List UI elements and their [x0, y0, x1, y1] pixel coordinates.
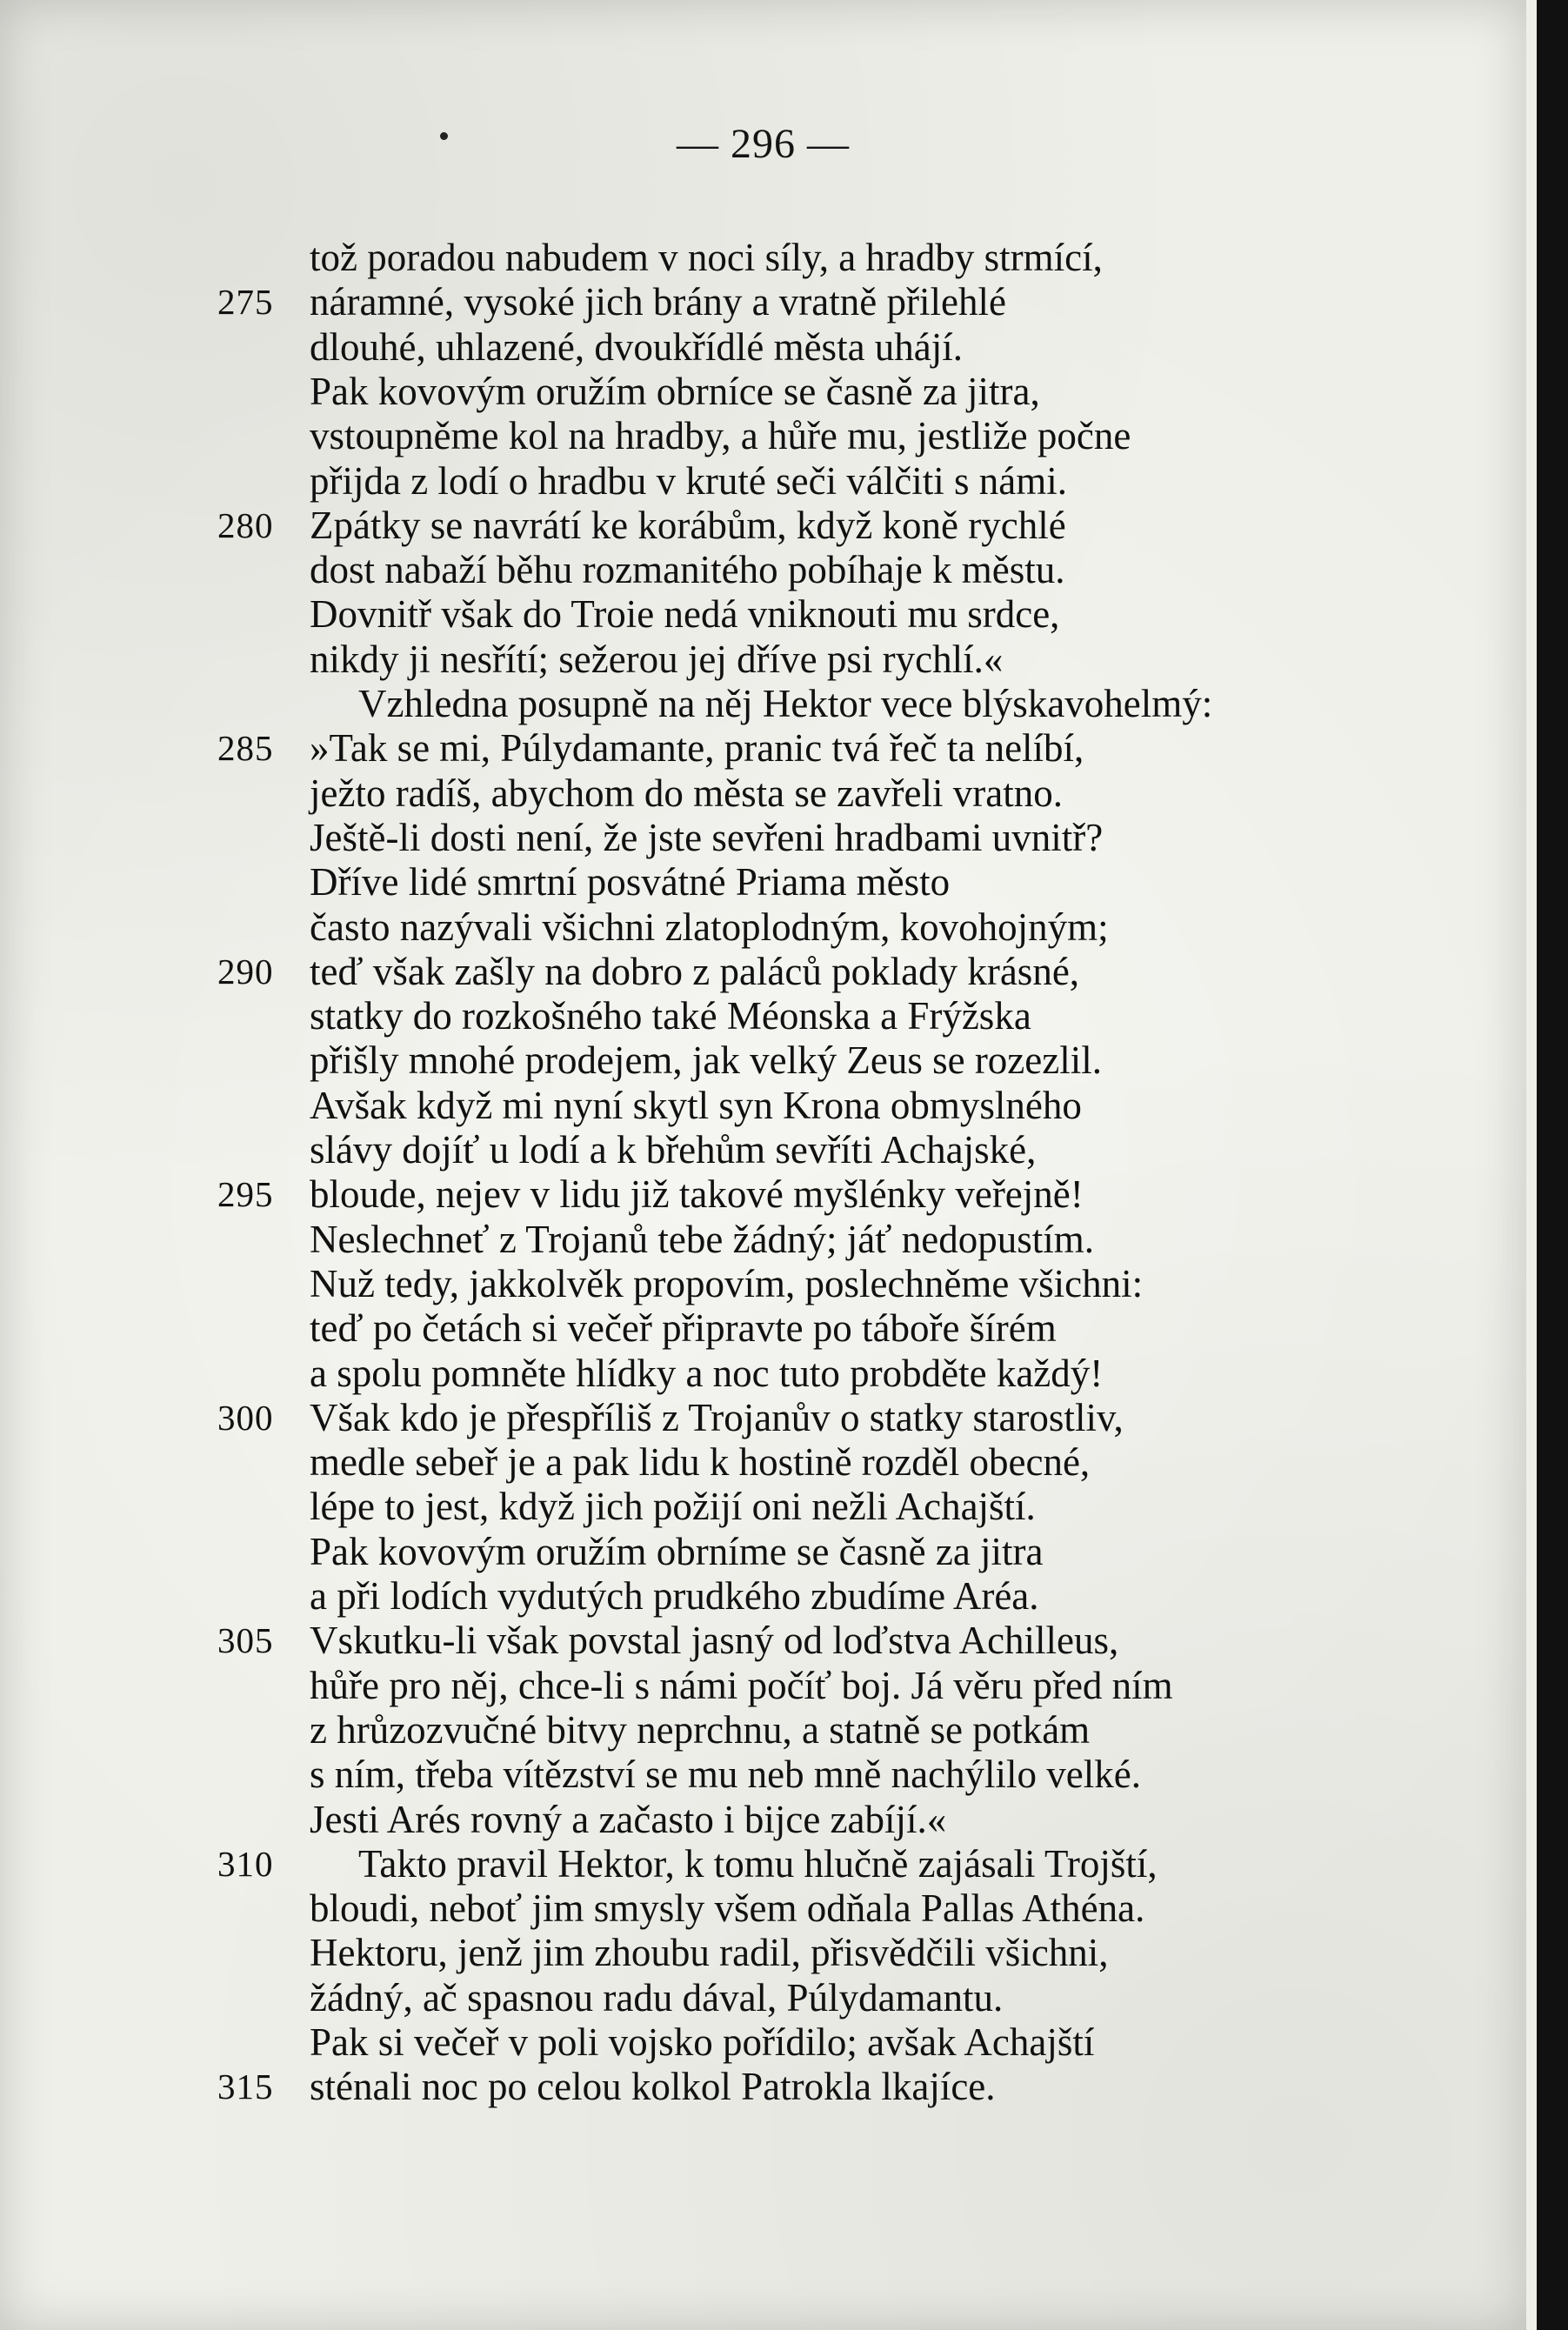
line-number: 310	[217, 1843, 274, 1884]
verse-text: teď však zašly na dobro z paláců poklady krásné,	[310, 949, 1080, 993]
line-number: 285	[217, 728, 274, 769]
verse-line	[0, 1707, 1526, 1753]
scan-border	[1537, 0, 1568, 2330]
verse-text: Jesti Arés rovný a začasto i bijce zabíjí.«	[310, 1797, 947, 1841]
verse-text: Vskutku-li však povstal jasný od loďstva Achilleus,	[310, 1619, 1119, 1663]
verse-line	[0, 859, 1526, 905]
page-edge	[1526, 0, 1537, 2330]
verse-text: Pak kovovým oružím obrníce se časně za jitra,	[310, 369, 1040, 413]
verse-text: statky do rozkošného také Méonska a Frýžska	[310, 994, 1031, 1038]
verse-line	[0, 1886, 1526, 1931]
verse-text: Takto pravil Hektor, k tomu hlučně zajásali Trojští,	[358, 1841, 1158, 1886]
verse-line	[0, 681, 1526, 726]
verse-line	[0, 2020, 1526, 2065]
verse-text: bloude, nejev v lidu již takové myšlénky veřejně!	[310, 1172, 1084, 1217]
verse-line	[0, 1083, 1526, 1128]
verse-text: Dříve lidé smrtní posvátné Priama město	[310, 860, 951, 905]
verse-text: slávy dojíť u lodí a k břehům sevříti Achajské,	[310, 1128, 1037, 1172]
verse-text: medle sebeř je a pak lidu k hostině rozděl obecné,	[310, 1440, 1091, 1485]
verse-text: dlouhé, uhlazené, dvoukřídlé města uhájí.	[310, 324, 964, 369]
verse-line	[0, 1797, 1526, 1842]
page-number: — 296 —	[677, 121, 850, 167]
verse-line	[0, 1439, 1526, 1485]
verse-text: tož poradou nabudem v noci síly, a hradby strmící,	[310, 236, 1103, 279]
verse-line	[0, 503, 1526, 548]
verse-line	[0, 2064, 1526, 2109]
verse-line	[0, 1127, 1526, 1172]
verse-text: Pak kovovým oružím obrníme se časně za jitra	[310, 1529, 1044, 1573]
verse-text: Zpátky se navrátí ke korábům, když koně rychlé	[310, 503, 1066, 547]
line-number: 280	[217, 504, 274, 545]
verse-text: Ještě-li dosti není, že jste sevřeni hradbami uvnitř?	[310, 815, 1104, 859]
verse-text: nikdy ji nesřítí; sežerou jej dříve psi rychlí.«	[310, 637, 1004, 681]
verse-text: Nuž tedy, jakkolvěk propovím, poslechněme všichni:	[310, 1261, 1144, 1305]
verse-line	[0, 235, 1526, 280]
verse-text: přišly mnohé prodejem, jak velký Zeus se rozezlil.	[310, 1038, 1102, 1083]
verse-text: teď po četách si večeř připravte po táboře šírém	[310, 1306, 1057, 1351]
verse-text: z hrůzozvučné bitvy neprchnu, a statně se potkám	[310, 1707, 1091, 1752]
verse-text: žádný, ač spasnou radu dával, Púlydamantu.	[310, 1975, 1004, 2020]
line-number: 295	[217, 1174, 274, 1215]
verse-text: Vzhledna posupně na něj Hektor vece blýskavohelmý:	[358, 682, 1213, 725]
verse-text: a spolu pomněte hlídky a noc tuto probděte každý!	[310, 1351, 1104, 1395]
verse-text: s ním, třeba vítězství se mu neb mně nachýlilo velké.	[310, 1753, 1142, 1797]
line-number: 315	[217, 2066, 274, 2107]
verse-text: vstoupněme kol na hradby, a hůře mu, jestliže počne	[310, 414, 1131, 458]
verse-text: přijda z lodí o hradbu v kruté seči válčiti s námi.	[310, 458, 1068, 503]
verse-text: Avšak když mi nyní skytl syn Krona obmyslného	[310, 1083, 1082, 1127]
verse-line	[0, 1841, 1526, 1886]
verse-line	[0, 1484, 1526, 1529]
verse-text: Pak si večeř v poli vojsko pořídilo; avšak Achajští	[310, 2020, 1095, 2064]
verse-line	[0, 725, 1526, 771]
verse-line	[0, 1217, 1526, 1262]
verse-text: často nazývali všichni zlatoplodným, kovohojným;	[310, 905, 1109, 949]
verse-text: náramné, vysoké jich brány a vratně přilehlé	[310, 280, 1006, 324]
verse-line	[0, 905, 1526, 950]
verse-line	[0, 815, 1526, 860]
line-number: 305	[217, 1620, 274, 1661]
verse-line	[0, 1663, 1526, 1708]
verse-line	[0, 637, 1526, 682]
verse-text: dost nabaží běhu rozmanitého pobíhaje k městu.	[310, 548, 1065, 592]
verse-line	[0, 458, 1526, 504]
verse-line	[0, 324, 1526, 370]
verse-line	[0, 1529, 1526, 1574]
verse-text: sténali noc po celou kolkol Patrokla lkajíce.	[310, 2065, 996, 2109]
verse-line	[0, 771, 1526, 816]
line-number: 275	[217, 282, 274, 323]
verse-line	[0, 369, 1526, 414]
verse-line	[0, 279, 1526, 324]
verse-line	[0, 1038, 1526, 1083]
verse-line	[0, 591, 1526, 637]
verse-line	[0, 1618, 1526, 1663]
verse-line	[0, 547, 1526, 592]
verse-text: ježto radíš, abychom do města se zavřeli vratno.	[310, 771, 1063, 815]
verse-text: »Tak se mi, Púlydamante, pranic tvá řeč ta nelíbí,	[310, 726, 1084, 771]
verse-line	[0, 1573, 1526, 1619]
verse-line	[0, 413, 1526, 458]
verse-text: Dovnitř však do Troie nedá vniknouti mu srdce,	[310, 592, 1060, 637]
verse-line	[0, 1752, 1526, 1797]
verse-text: bloudi, neboť jim smysly všem odňala Pallas Athéna.	[310, 1886, 1145, 1931]
verse-text: Však kdo je přespříliš z Trojanův o statky starostliv,	[310, 1395, 1124, 1439]
verse-line	[0, 1351, 1526, 1396]
verse-line	[0, 1395, 1526, 1440]
verse-line	[0, 1930, 1526, 1975]
verse-line	[0, 1172, 1526, 1217]
verse-text: Neslechneť z Trojanů tebe žádný; jáť nedopustím.	[310, 1217, 1094, 1261]
verse-line	[0, 949, 1526, 994]
verse-text: a při lodích vydutých prudkého zbudíme Aréa.	[310, 1574, 1039, 1618]
verse-line	[0, 1261, 1526, 1306]
verse-line	[0, 1305, 1526, 1351]
line-number: 290	[217, 951, 274, 991]
verse-text: Hektoru, jenž jim zhoubu radil, přisvědčili všichni,	[310, 1931, 1109, 1975]
verse-text: hůře pro něj, chce-li s námi počíť boj. Já věru před ním	[310, 1663, 1173, 1707]
verse-text: lépe to jest, když jich požijí oni nežli Achajští.	[310, 1485, 1036, 1529]
verse-line	[0, 993, 1526, 1038]
line-number: 300	[217, 1397, 274, 1438]
verse-line	[0, 1975, 1526, 2020]
